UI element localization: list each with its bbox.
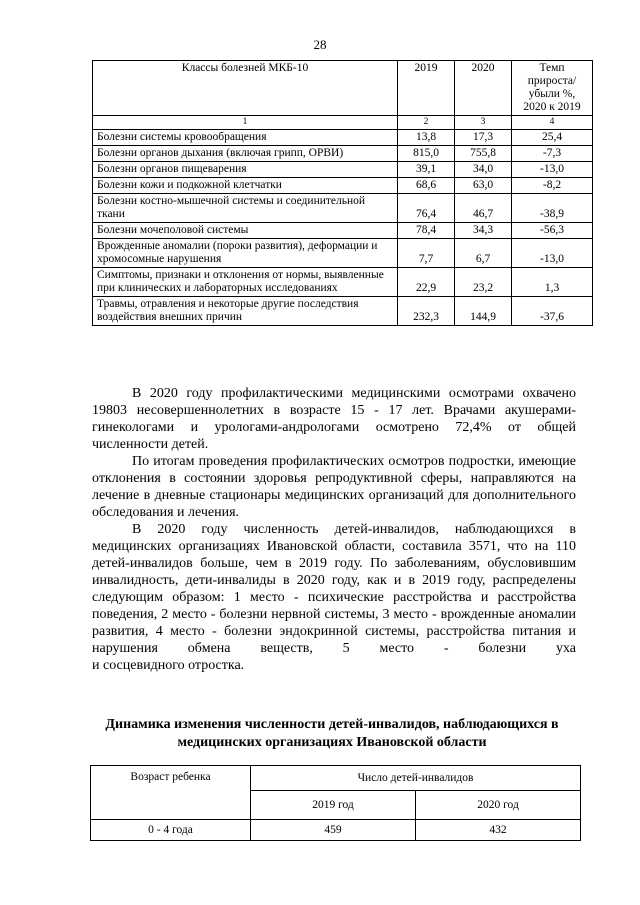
table-row: [93, 194, 593, 223]
disease-name: Болезни системы кровообращения: [93, 130, 398, 146]
value-2019: 39,1: [398, 162, 455, 178]
value-2019: 815,0: [398, 146, 455, 162]
value-rate: 25,4: [512, 130, 593, 146]
value-2019: 13,8: [398, 130, 455, 146]
index-cell: 4: [512, 116, 593, 130]
paragraph-disabled-children: В 2020 году численность детей-инвалидов, наблюдающихся в медицинских организациях Ивановской области, составила 3571, что на 110 детей-инвалидов больше, чем в 2019 году. По заболеваниям, обусловившим инвалидность, дети-инвалиды в 2020 году, как и в 2019 году, распределены следующим образом: 1 место - психические расстройства и расстройства поведения, 2 место - болезни нервной системы, 3 место - врожденные аномалии развития, 4 место - болезни эндокринной системы, расстройства питания и нарушения обмена веществ, 5 место - болезни уха: [92, 522, 576, 656]
value-rate: -8,2: [512, 178, 593, 194]
value-rate: -13,0: [512, 162, 593, 178]
disease-name: Болезни органов дыхания (включая грипп, ОРВИ): [93, 146, 398, 162]
age-group: 0 - 4 года: [91, 820, 251, 841]
paragraph-day-hospitals: По итогам проведения профилактических осмотров подростки, имеющие отклонения в состоянии здоровья репродуктивной сферы, направляются на лечение в дневные стационары медицинских организаций для дополнительного обследования и лечения.: [92, 454, 576, 520]
value-rate: -38,9: [512, 194, 593, 223]
count-2019: 459: [251, 820, 416, 841]
value-2020: 6,7: [455, 239, 512, 268]
value-rate: -37,6: [512, 297, 593, 326]
value-2020: 46,7: [455, 194, 512, 223]
header-year-2020: 2020 год: [416, 791, 581, 820]
value-rate: -7,3: [512, 146, 593, 162]
table2-header: [91, 766, 581, 791]
index-cell: 2: [398, 116, 455, 130]
table-row: [93, 223, 593, 239]
page-number: 28: [313, 37, 327, 52]
body-text: [92, 385, 576, 674]
index-cell: 3: [455, 116, 512, 130]
table-row: [93, 146, 593, 162]
value-rate: -13,0: [512, 239, 593, 268]
table-row: [93, 268, 593, 297]
value-2020: 34,3: [455, 223, 512, 239]
diseases-table-header: [93, 61, 593, 116]
header-2020: 2020: [455, 61, 512, 116]
value-2020: 17,3: [455, 130, 512, 146]
value-rate: 1,3: [512, 268, 593, 297]
diseases-table-index-row: [93, 116, 593, 130]
value-2019: 78,4: [398, 223, 455, 239]
value-2020: 34,0: [455, 162, 512, 178]
header-count: Число детей-инвалидов: [251, 766, 581, 791]
value-2020: 63,0: [455, 178, 512, 194]
header-year-2019: 2019 год: [251, 791, 416, 820]
section-title: Динамика изменения численности детей-инвалидов, наблюдающихся в медицинских организациях Ивановской области: [105, 717, 559, 750]
table-row: [93, 130, 593, 146]
disabled-children-table: [90, 765, 581, 841]
disease-name: Болезни кожи и подкожной клетчатки: [93, 178, 398, 194]
value-2019: 7,7: [398, 239, 455, 268]
disease-name: Симптомы, признаки и отклонения от нормы, выявленные при клинических и лабораторных исследованиях: [93, 268, 398, 297]
table-row: [93, 178, 593, 194]
disease-name: Врожденные аномалии (пороки развития), деформации и хромосомные нарушения: [93, 239, 398, 268]
paragraph-screenings: В 2020 году профилактическими медицинскими осмотрами охвачено 19803 несовершеннолетних в возрасте 15 - 17 лет. Врачами акушерами-гинекологами и урологами-андрологами осмотрено 72,4% от общей численности детей.: [92, 386, 576, 452]
count-2020: 432: [416, 820, 581, 841]
value-2020: 144,9: [455, 297, 512, 326]
disease-name: Болезни мочеполовой системы: [93, 223, 398, 239]
table-row: [93, 297, 593, 326]
header-classes: Классы болезней МКБ-10: [93, 61, 398, 116]
index-cell: 1: [93, 116, 398, 130]
value-2019: 68,6: [398, 178, 455, 194]
value-2020: 755,8: [455, 146, 512, 162]
table-row: [93, 239, 593, 268]
value-2020: 23,2: [455, 268, 512, 297]
value-2019: 76,4: [398, 194, 455, 223]
diseases-table: [92, 60, 593, 326]
disease-name: Травмы, отравления и некоторые другие последствия воздействия внешних причин: [93, 297, 398, 326]
paragraph-ending: и сосцевидного отростка.: [92, 658, 245, 673]
value-rate: -56,3: [512, 223, 593, 239]
header-age: Возраст ребенка: [91, 766, 251, 820]
header-2019: 2019: [398, 61, 455, 116]
value-2019: 22,9: [398, 268, 455, 297]
table-row: [91, 820, 581, 841]
table-row: [93, 162, 593, 178]
value-2019: 232,3: [398, 297, 455, 326]
disease-name: Болезни органов пищеварения: [93, 162, 398, 178]
disease-name: Болезни костно-мышечной системы и соединительной ткани: [93, 194, 398, 223]
header-rate: Темп прироста/ убыли %, 2020 к 2019: [512, 61, 593, 116]
